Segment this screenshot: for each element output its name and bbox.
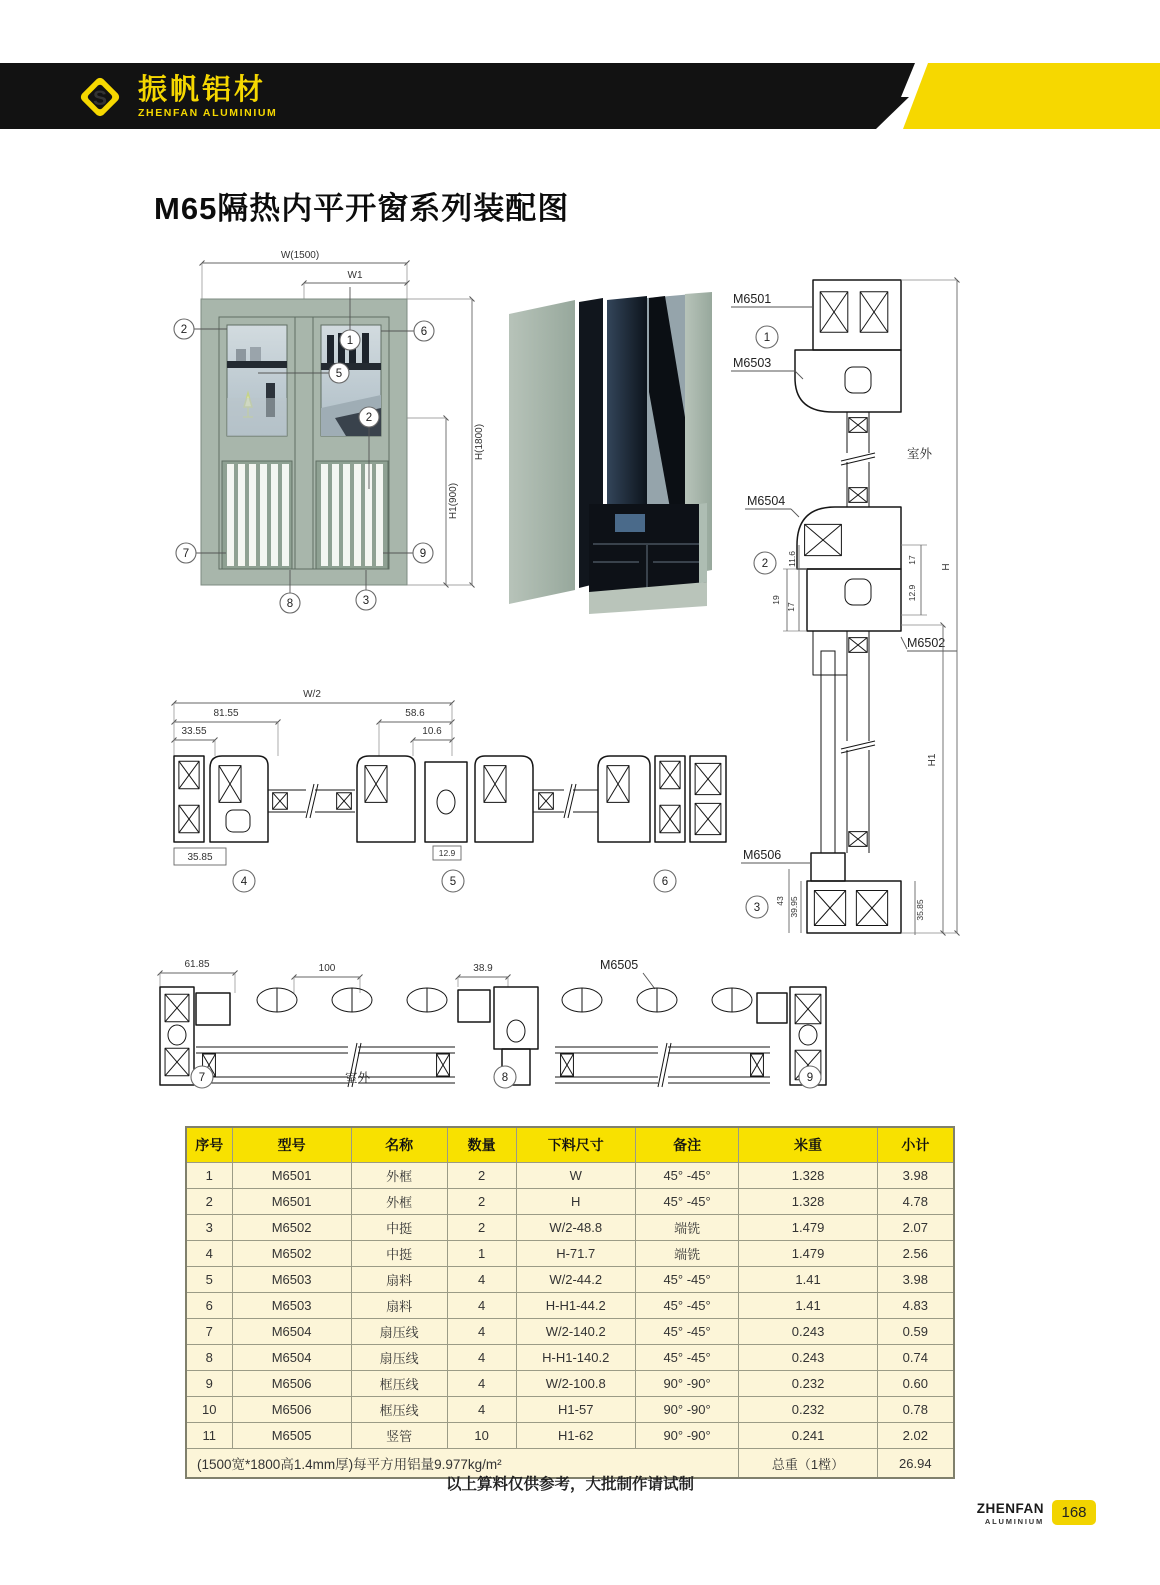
table-cell: M6506 [232, 1371, 351, 1397]
svg-text:35.85: 35.85 [915, 899, 925, 921]
table-cell: 1.41 [739, 1293, 877, 1319]
footer-brand [962, 1502, 1044, 1525]
label-m6503: M6503 [733, 356, 772, 370]
table-cell: 2 [447, 1189, 516, 1215]
table-cell: 3 [186, 1215, 232, 1241]
table-cell: 扇料 [351, 1293, 447, 1319]
table-cell: 2 [186, 1189, 232, 1215]
brand-logo-icon [72, 69, 128, 125]
svg-text:58.6: 58.6 [405, 708, 425, 719]
spec-table-body [186, 1163, 954, 1449]
table-row [186, 1319, 954, 1345]
mid-section-5 [357, 756, 533, 842]
table-cell: 45° -45° [635, 1319, 739, 1345]
table-cell: W/2-44.2 [516, 1267, 635, 1293]
vsec-glass-1 [841, 412, 875, 507]
vsec-bottom-cluster [807, 853, 901, 933]
table-row [186, 1423, 954, 1449]
bottom-glass-1 [196, 1043, 455, 1087]
table-cell: 4.78 [877, 1189, 954, 1215]
table-header-cell: 下料尺寸 [516, 1127, 635, 1163]
svg-text:81.55: 81.55 [213, 708, 239, 719]
table-cell: 扇压线 [351, 1319, 447, 1345]
vsec-dims-bottom [775, 869, 925, 935]
mid-section-6 [598, 756, 726, 842]
table-row [186, 1397, 954, 1423]
table-cell: 1.328 [739, 1189, 877, 1215]
spec-table [185, 1126, 955, 1479]
table-cell: 90° -90° [635, 1423, 739, 1449]
mid-dim-129: 12.9 [438, 848, 456, 858]
vsec-callout-2: 2 [761, 558, 769, 570]
table-cell: 2.02 [877, 1423, 954, 1449]
table-cell: M6504 [232, 1345, 351, 1371]
table-cell: 外框 [351, 1163, 447, 1189]
vsec-callout-3: 3 [753, 902, 761, 914]
table-cell: 9 [186, 1371, 232, 1397]
table-cell: 端铣 [635, 1215, 739, 1241]
table-cell: 2 [447, 1163, 516, 1189]
table-cell: 10 [186, 1397, 232, 1423]
table-cell: H-H1-140.2 [516, 1345, 635, 1371]
svg-text:17: 17 [907, 555, 917, 565]
table-cell: 4 [447, 1345, 516, 1371]
table-cell: 4 [447, 1397, 516, 1423]
callout-9: 9 [419, 548, 427, 560]
table-header-cell: 米重 [739, 1127, 877, 1163]
table-cell: 7 [186, 1319, 232, 1345]
label-m6506: M6506 [743, 848, 782, 862]
horizontal-section-drawing-789 [140, 935, 860, 1095]
svg-text:33.55: 33.55 [181, 726, 207, 737]
table-cell: 4 [447, 1293, 516, 1319]
mid-dims [174, 689, 452, 756]
table-cell: 3.98 [877, 1163, 954, 1189]
window-elevation-drawing [150, 243, 500, 648]
label-outdoor-v: 室外 [907, 447, 933, 461]
svg-text:12.9: 12.9 [907, 584, 917, 602]
table-header-cell: 数量 [447, 1127, 516, 1163]
table-header-row [186, 1127, 954, 1163]
callout-3: 3 [362, 595, 370, 607]
table-cell: 2.07 [877, 1215, 954, 1241]
table-cell: 2.56 [877, 1241, 954, 1267]
table-cell: 1 [186, 1163, 232, 1189]
dim-h1: H1(900) [448, 482, 459, 520]
vsec-dims-right [901, 545, 927, 615]
callout-8: 8 [286, 598, 294, 610]
table-cell: 端铣 [635, 1241, 739, 1267]
table-cell: M6503 [232, 1293, 351, 1319]
vsec-dims-left [771, 545, 807, 631]
table-cell: 1.479 [739, 1215, 877, 1241]
table-cell: 8 [186, 1345, 232, 1371]
table-cell: 11 [186, 1423, 232, 1449]
elevation-glass-left [227, 325, 287, 436]
table-cell: 中挺 [351, 1215, 447, 1241]
table-row [186, 1163, 954, 1189]
table-cell: W/2-140.2 [516, 1319, 635, 1345]
table-cell: 90° -90° [635, 1371, 739, 1397]
table-header-cell: 名称 [351, 1127, 447, 1163]
table-cell: H1-62 [516, 1423, 635, 1449]
table-cell: 0.59 [877, 1319, 954, 1345]
table-total-value: 26.94 [877, 1449, 954, 1479]
table-cell: 10 [447, 1423, 516, 1449]
tube-ovals [257, 988, 752, 1012]
svg-text:17: 17 [786, 602, 796, 612]
table-cell: 45° -45° [635, 1163, 739, 1189]
table-header-cell: 序号 [186, 1127, 232, 1163]
table-cell: 0.74 [877, 1345, 954, 1371]
label-outdoor-b: 室外 [345, 1071, 371, 1085]
page-title: M65隔热内平开窗系列装配图 [154, 191, 570, 226]
mid-glass-45 [268, 784, 355, 818]
page-number-badge: 168 [1052, 1500, 1096, 1525]
table-cell: 外框 [351, 1189, 447, 1215]
svg-text:19: 19 [771, 595, 781, 605]
table-cell: M6501 [232, 1163, 351, 1189]
table-cell: 0.232 [739, 1397, 877, 1423]
table-cell: 0.243 [739, 1345, 877, 1371]
svg-text:38.9: 38.9 [473, 963, 493, 974]
table-header-cell: 备注 [635, 1127, 739, 1163]
bottom-callout-9: 9 [806, 1072, 814, 1084]
brand-name-cn: 振帆铝材 [138, 73, 267, 106]
table-cell: M6502 [232, 1215, 351, 1241]
table-cell: H-H1-44.2 [516, 1293, 635, 1319]
callout-1: 1 [346, 335, 354, 347]
mid-dim-3585: 35.85 [187, 852, 213, 863]
label-m6504: M6504 [747, 494, 786, 508]
dim-w: W(1500) [280, 250, 320, 261]
table-header-cell: 小计 [877, 1127, 954, 1163]
table-cell: 1.328 [739, 1163, 877, 1189]
table-cell: 4 [447, 1267, 516, 1293]
profile-3d-render [497, 292, 712, 620]
table-cell: M6503 [232, 1267, 351, 1293]
table-cell: 45° -45° [635, 1267, 739, 1293]
table-cell: 框压线 [351, 1397, 447, 1423]
footer-brand-sub: ALUMINIUM [984, 1516, 1044, 1526]
footer-brand-name: ZHENFAN [976, 1501, 1044, 1516]
bottom-callout-7: 7 [198, 1072, 206, 1084]
table-total-label: 总重（1樘） [739, 1449, 877, 1479]
vsec-dim-h1: H1 [927, 753, 938, 767]
bottom-callout-8: 8 [501, 1072, 509, 1084]
callout-5: 5 [335, 368, 343, 380]
horizontal-section-drawing-456 [140, 670, 760, 905]
dim-w1: W1 [347, 270, 363, 281]
table-cell: M6505 [232, 1423, 351, 1449]
table-row [186, 1189, 954, 1215]
table-cell: 1 [447, 1241, 516, 1267]
mid-callout-4: 4 [240, 876, 248, 888]
table-cell: 0.232 [739, 1371, 877, 1397]
mid-section-4 [174, 756, 268, 842]
vsec-glass-2 [821, 631, 875, 853]
svg-text:11.6: 11.6 [787, 551, 797, 567]
table-cell: 框压线 [351, 1371, 447, 1397]
brand-name-en: ZHENFAN ALUMINIUM [138, 106, 278, 119]
disclaimer-note: 以上算料仅供参考，大批制作请试制 [445, 1476, 694, 1493]
label-m6505: M6505 [600, 958, 639, 972]
table-cell: 4 [186, 1241, 232, 1267]
table-cell: 扇料 [351, 1267, 447, 1293]
table-cell: 1.479 [739, 1241, 877, 1267]
table-row [186, 1371, 954, 1397]
table-cell: M6501 [232, 1189, 351, 1215]
table-cell: 4 [447, 1371, 516, 1397]
bottom-dims [160, 959, 508, 993]
table-cell: 90° -90° [635, 1397, 739, 1423]
table-row [186, 1241, 954, 1267]
table-cell: H-71.7 [516, 1241, 635, 1267]
table-row [186, 1267, 954, 1293]
svg-text:W/2: W/2 [303, 689, 321, 700]
label-m6502: M6502 [907, 636, 946, 650]
table-cell: M6502 [232, 1241, 351, 1267]
table-cell: 中挺 [351, 1241, 447, 1267]
table-cell: W/2-48.8 [516, 1215, 635, 1241]
table-cell: 5 [186, 1267, 232, 1293]
svg-text:10.6: 10.6 [422, 726, 442, 737]
table-cell: 1.41 [739, 1267, 877, 1293]
dim-h: H(1800) [474, 423, 485, 461]
table-cell: 2 [447, 1215, 516, 1241]
bottom-glass-2 [555, 1043, 770, 1087]
mid-glass-56 [533, 784, 598, 818]
table-cell: W [516, 1163, 635, 1189]
table-cell: 扇压线 [351, 1345, 447, 1371]
table-cell: H [516, 1189, 635, 1215]
brand-logo [72, 68, 392, 126]
table-header-cell: 型号 [232, 1127, 351, 1163]
vsec-callout-1: 1 [763, 332, 771, 344]
table-row [186, 1345, 954, 1371]
table-cell: 6 [186, 1293, 232, 1319]
callout-7: 7 [182, 548, 190, 560]
table-cell: 45° -45° [635, 1345, 739, 1371]
vsec-top-cluster [795, 280, 901, 412]
table-cell: 竖管 [351, 1423, 447, 1449]
table-row [186, 1293, 954, 1319]
table-cell: M6504 [232, 1319, 351, 1345]
table-cell: M6506 [232, 1397, 351, 1423]
mid-callout-6: 6 [661, 876, 669, 888]
svg-text:39.95: 39.95 [789, 896, 799, 918]
table-cell: 4 [447, 1319, 516, 1345]
callout-2-left: 2 [180, 324, 188, 336]
table-cell: 0.60 [877, 1371, 954, 1397]
label-m6501: M6501 [733, 292, 772, 306]
table-footer-note: (1500宽*1800高1.4mm厚)每平方用铝量9.977kg/m² [186, 1449, 739, 1479]
svg-text:61.85: 61.85 [184, 959, 210, 970]
table-cell: 0.241 [739, 1423, 877, 1449]
svg-text:100: 100 [318, 963, 336, 974]
table-cell: W/2-100.8 [516, 1371, 635, 1397]
table-cell: 3.98 [877, 1267, 954, 1293]
vsec-dim-h: H [941, 563, 952, 571]
mid-callout-5: 5 [449, 876, 457, 888]
callout-6: 6 [420, 326, 428, 338]
table-cell: 45° -45° [635, 1189, 739, 1215]
table-cell: 0.78 [877, 1397, 954, 1423]
svg-text:43: 43 [775, 896, 785, 906]
table-cell: 4.83 [877, 1293, 954, 1319]
callout-2-right: 2 [365, 412, 373, 424]
brand-logo-letter: S [92, 87, 108, 110]
table-cell: H1-57 [516, 1397, 635, 1423]
table-cell: 0.243 [739, 1319, 877, 1345]
table-row [186, 1215, 954, 1241]
table-cell: 45° -45° [635, 1293, 739, 1319]
